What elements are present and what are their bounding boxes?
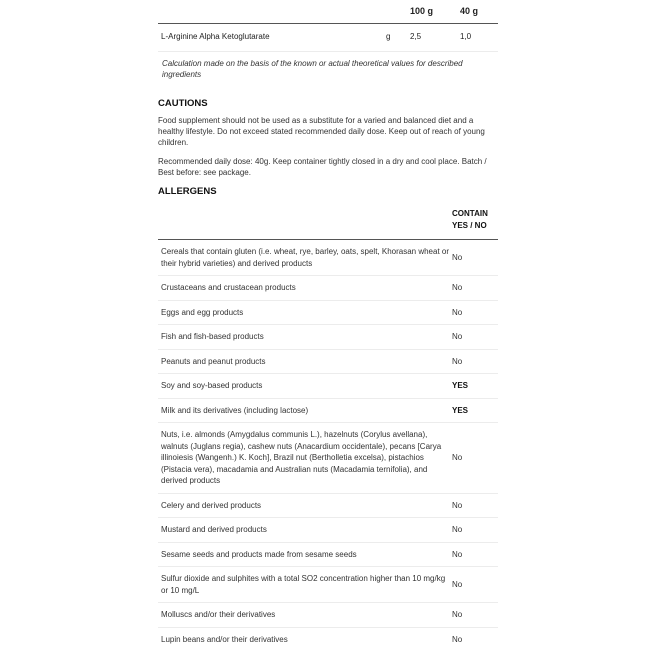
nutrition-table-header <box>158 0 498 24</box>
contain-column-header <box>452 208 488 232</box>
allergen-value: No <box>452 500 463 510</box>
contain-header-line-1: CONTAIN <box>452 209 488 218</box>
allergen-row <box>158 276 498 301</box>
ingredient-value-40g: 1,0 <box>460 32 472 41</box>
column-header-40g: 40 g <box>460 6 479 16</box>
allergen-row <box>158 567 498 603</box>
allergen-value: No <box>452 283 463 293</box>
allergen-name: Soy and soy-based products <box>161 381 263 390</box>
allergen-row <box>158 603 498 628</box>
allergen-value: YES <box>452 381 469 391</box>
allergen-name: Peanuts and peanut products <box>161 356 266 366</box>
ingredient-value-100g: 2,5 <box>410 32 422 41</box>
ingredient-unit: g <box>386 32 391 41</box>
allergen-name: Nuts, i.e. almonds (Amygdalus communis L.), hazelnuts (Corylus avellana), walnuts (Juglans regia), cashew nuts (Anacardium occidentale), pecans [Carya illinoiesis (Wangenh.) K. Koch], Brazil nut (Bertholletia excelsa), pistachios (Pistacia vera), macadamia and Australian nuts (Macadamia ternifolia), and derived products <box>161 430 442 485</box>
nutrition-table <box>158 0 498 52</box>
allergen-row <box>158 240 498 276</box>
allergen-name: Sulfur dioxide and sulphites with a total SO2 concentration higher than 10 mg/kg or 10 mg/L <box>161 574 446 595</box>
allergen-row <box>158 494 498 519</box>
allergen-row <box>158 628 498 650</box>
allergens-table <box>158 204 498 650</box>
allergen-name: Eggs and egg products <box>161 307 244 317</box>
allergen-value: No <box>452 525 463 535</box>
allergens-table-header <box>158 204 498 240</box>
nutrition-row <box>158 24 498 52</box>
allergen-value: No <box>452 453 463 463</box>
allergen-name: Crustaceans and crustacean products <box>161 283 296 292</box>
allergen-value: No <box>452 634 463 644</box>
allergen-value: No <box>452 356 463 366</box>
allergen-value: No <box>452 307 463 317</box>
allergen-row <box>158 543 498 568</box>
column-header-100g: 100 g <box>410 6 434 16</box>
cautions-heading: CAUTIONS <box>158 98 208 109</box>
allergen-name: Cereals that contain gluten (i.e. wheat, rye, barley, oats, spelt, Khorasan wheat or their hybrid varieties) and derived products <box>161 247 450 268</box>
allergen-row <box>158 325 498 350</box>
allergen-value: YES <box>452 405 469 415</box>
ingredient-name: L-Arginine Alpha Ketoglutarate <box>161 32 270 41</box>
allergen-name: Fish and fish-based products <box>161 332 264 341</box>
allergen-name: Milk and its derivatives (including lactose) <box>161 405 309 415</box>
allergen-value: No <box>452 580 463 589</box>
allergen-row <box>158 350 498 375</box>
allergen-name: Sesame seeds and products made from sesame seeds <box>161 549 357 559</box>
allergen-value: No <box>452 610 463 620</box>
allergen-value: No <box>452 549 463 559</box>
cautions-paragraph-2: Recommended daily dose: 40g. Keep container tightly closed in a dry and cool place. Batch / Best before: see package. <box>158 157 487 177</box>
allergen-row <box>158 423 498 494</box>
allergen-name: Lupin beans and/or their derivatives <box>161 634 288 644</box>
calculation-note: Calculation made on the basis of the known or actual theoretical values for described ingredients <box>162 59 463 79</box>
allergen-name: Celery and derived products <box>161 500 262 510</box>
allergen-row <box>158 301 498 326</box>
allergen-row <box>158 374 498 399</box>
allergen-row <box>158 399 498 424</box>
cautions-paragraph-1: Food supplement should not be used as a substitute for a varied and balanced diet and a healthy lifestyle. Do not exceed stated recommended daily dose. Keep out of reach of young children. <box>158 116 485 147</box>
allergen-row <box>158 518 498 543</box>
allergen-value: No <box>452 253 463 262</box>
contain-header-line-2: YES / NO <box>452 221 487 230</box>
allergen-name: Molluscs and/or their derivatives <box>161 610 276 619</box>
allergens-heading: ALLERGENS <box>158 186 217 197</box>
allergen-name: Mustard and derived products <box>161 525 267 534</box>
allergen-value: No <box>452 332 463 342</box>
